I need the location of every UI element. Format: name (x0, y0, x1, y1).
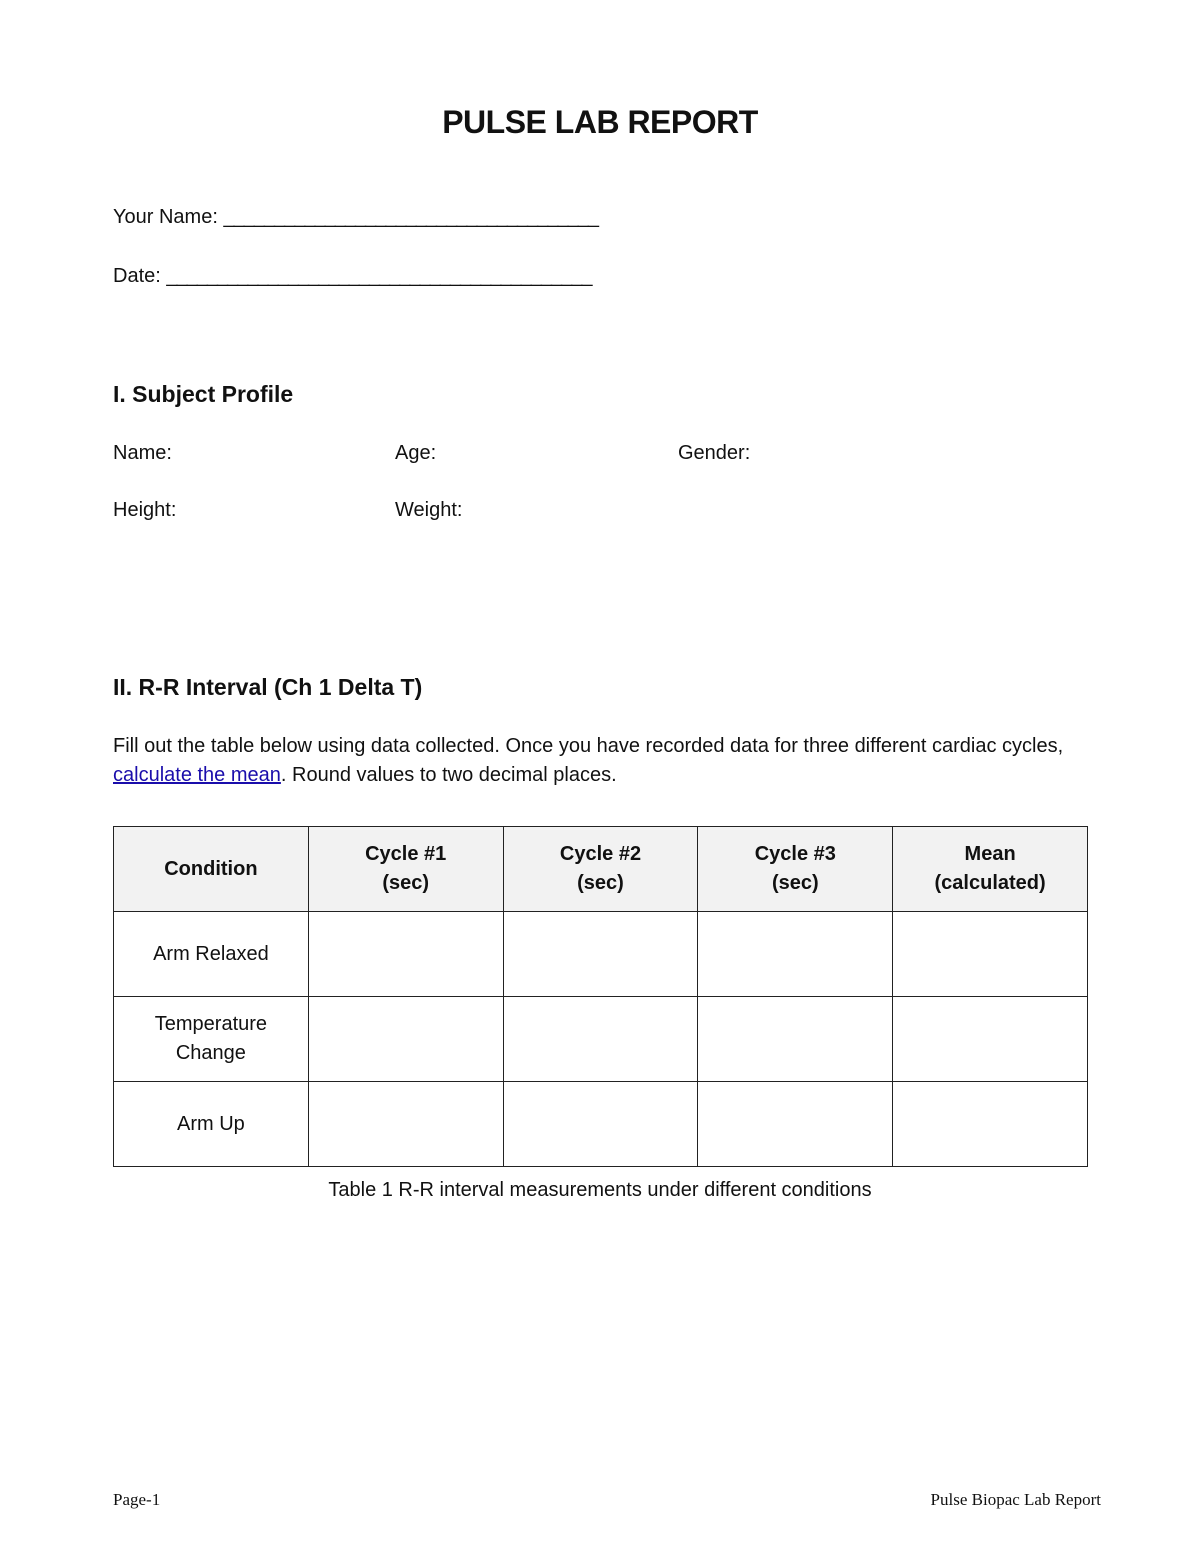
table-caption: Table 1 R-R interval measurements under different conditions (328, 1179, 872, 1201)
your-name-line[interactable]: _____________________________________ (223, 206, 598, 228)
table-cell[interactable] (893, 1082, 1088, 1167)
calculate-mean-link[interactable]: calculate the mean (113, 764, 281, 786)
row-label-arm-up: Arm Up (114, 1082, 309, 1167)
header-cycle-1: Cycle #1 (sec) (308, 827, 503, 912)
section2-heading: II. R-R Interval (Ch 1 Delta T) (113, 674, 423, 700)
your-name-field (113, 206, 598, 229)
table-cell[interactable] (308, 1082, 503, 1167)
footer-page-number: Page-1 (113, 1490, 161, 1509)
table-row (114, 912, 1088, 997)
subject-weight-label: Weight: (395, 499, 463, 521)
table-header-row (114, 827, 1088, 912)
table-row (114, 997, 1088, 1082)
table-cell[interactable] (893, 997, 1088, 1082)
header-condition: Condition (114, 827, 309, 912)
header-mean: Mean (calculated) (893, 827, 1088, 912)
table-cell[interactable] (698, 1082, 893, 1167)
section1-heading: I. Subject Profile (113, 381, 294, 407)
table-cell[interactable] (698, 997, 893, 1082)
rr-interval-table (113, 826, 1088, 1167)
table-cell[interactable] (893, 912, 1088, 997)
page-title: PULSE LAB REPORT (442, 104, 758, 140)
subject-name-label: Name: (113, 442, 172, 464)
date-field (113, 265, 592, 288)
subject-age-label: Age: (395, 442, 437, 464)
instructions-paragraph (113, 732, 1093, 790)
date-label: Date: (113, 265, 161, 287)
table-cell[interactable] (503, 912, 698, 997)
row-label-temperature-change: Temperature Change (114, 997, 309, 1082)
instructions-text-end: . Round values to two decimal places. (280, 764, 617, 786)
footer-document-title: Pulse Biopac Lab Report (930, 1490, 1101, 1509)
table-cell[interactable] (308, 997, 503, 1082)
table-cell[interactable] (308, 912, 503, 997)
row-label-arm-relaxed: Arm Relaxed (114, 912, 309, 997)
table-cell[interactable] (698, 912, 893, 997)
header-cycle-2: Cycle #2 (sec) (503, 827, 698, 912)
subject-height-label: Height: (113, 499, 177, 521)
date-line[interactable]: __________________________________________ (166, 265, 592, 287)
your-name-label: Your Name: (113, 206, 218, 228)
header-cycle-3: Cycle #3 (sec) (698, 827, 893, 912)
subject-gender-label: Gender: (678, 442, 751, 464)
table-cell[interactable] (503, 1082, 698, 1167)
table-cell[interactable] (503, 997, 698, 1082)
table-row (114, 1082, 1088, 1167)
instructions-text: Fill out the table below using data collected. Once you have recorded data for three different cardiac cycles, (113, 735, 1064, 757)
